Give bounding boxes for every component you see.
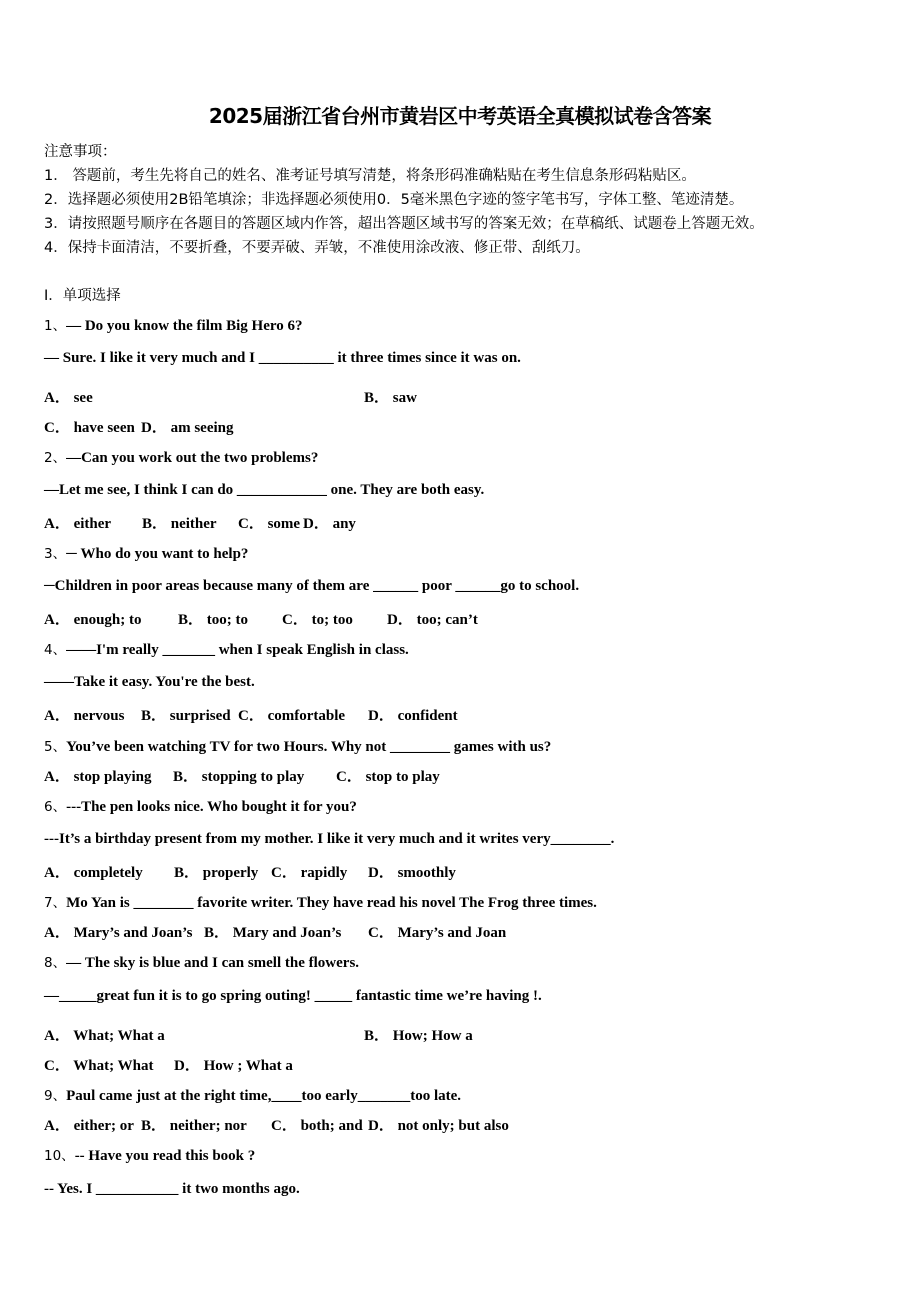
question-text: —Can you work out the two problems? — [66, 450, 319, 466]
option-b[interactable]: B． neither; nor — [141, 1118, 247, 1134]
question-text: Paul came just at the right time,____too early_______too late. — [66, 1088, 462, 1104]
notice-heading: 注意事项： — [44, 144, 117, 160]
option-b[interactable]: B． neither — [142, 516, 217, 532]
option-c[interactable]: C． Mary’s and Joan — [368, 925, 507, 941]
option-d[interactable]: D． not only; but also — [368, 1118, 509, 1134]
option-b[interactable]: B． Mary and Joan’s — [204, 925, 342, 941]
question-number: 9、 — [44, 1088, 67, 1104]
option-c[interactable]: C． some — [238, 516, 301, 532]
option-a[interactable]: A． nervous — [44, 708, 125, 724]
option-c[interactable]: C． stop to play — [336, 769, 440, 785]
question-number: 5、 — [44, 739, 67, 755]
question-text: ——I'm really _______ when I speak English in class. — [66, 642, 409, 658]
question-number: 6、 — [44, 799, 67, 815]
option-b[interactable]: B． stopping to play — [173, 769, 305, 785]
question-1-stem — [44, 314, 303, 335]
option-a[interactable]: A． Mary’s and Joan’s — [44, 925, 193, 941]
question-number: 10、 — [44, 1148, 75, 1164]
notice-item: 3．请按照题号顺序在各题目的答题区域内作答，超出答题区域书写的答案无效；在草稿纸、试题卷上答题无效。 — [44, 216, 764, 232]
option-a[interactable]: A． either — [44, 516, 112, 532]
option-a[interactable]: A． completely — [44, 865, 143, 881]
question-text: You’ve been watching TV for two Hours. Why not ________ games with us? — [66, 739, 552, 755]
question-text: -- Have you read this book ? — [74, 1148, 256, 1164]
question-text: ─ Who do you want to help? — [66, 546, 249, 562]
question-number: 2、 — [44, 450, 67, 466]
option-b[interactable]: B． surprised — [141, 708, 231, 724]
question-4-line: ——Take it easy. You're the best. — [44, 674, 255, 690]
notice-item: 4．保持卡面清洁，不要折叠，不要弄破、弄皱，不准使用涂改液、修正带、刮纸刀。 — [44, 240, 590, 256]
option-d[interactable]: D． any — [303, 516, 356, 532]
question-text: — The sky is blue and I can smell the flowers. — [66, 955, 360, 971]
question-7-stem — [44, 891, 597, 912]
question-number: 8、 — [44, 955, 67, 971]
option-c[interactable]: C． comfortable — [238, 708, 346, 724]
question-2-line: —Let me see, I think I can do ____________ one. They are both easy. — [44, 482, 485, 498]
question-number: 1、 — [44, 318, 67, 334]
question-5-stem — [44, 735, 551, 756]
option-a[interactable]: A． either; or — [44, 1118, 134, 1134]
question-text: Mo Yan is ________ favorite writer. They have read his novel The Frog three times. — [66, 895, 597, 911]
option-b[interactable]: B． saw — [364, 390, 417, 406]
notice-item: 1． 答题前，考生先将自己的姓名、准考证号填写清楚，将条形码准确粘贴在考生信息条形码粘贴区。 — [44, 168, 696, 184]
question-text: — Do you know the film Big Hero 6? — [66, 318, 303, 334]
question-number: 7、 — [44, 895, 67, 911]
question-number: 3、 — [44, 546, 67, 562]
question-1-line: — Sure. I like it very much and I __________ it three times since it was on. — [44, 350, 521, 366]
option-c[interactable]: C． have seen — [44, 420, 135, 436]
option-b[interactable]: B． too; to — [178, 612, 248, 628]
question-9-stem — [44, 1084, 461, 1105]
option-a[interactable]: A． enough; to — [44, 612, 142, 628]
option-b[interactable]: B． How; How a — [364, 1028, 473, 1044]
question-2-stem — [44, 446, 318, 467]
option-c[interactable]: C． both; and — [271, 1118, 363, 1134]
question-8-line: —_____great fun it is to go spring outing! _____ fantastic time we’re having !. — [44, 988, 542, 1004]
question-6-stem — [44, 795, 357, 816]
option-b[interactable]: B． properly — [174, 865, 259, 881]
question-number: 4、 — [44, 642, 67, 658]
option-c[interactable]: C． rapidly — [271, 865, 348, 881]
section-heading: Ⅰ．单项选择 — [44, 288, 121, 304]
question-3-stem — [44, 542, 248, 563]
question-3-line: ─Children in poor areas because many of them are ______ poor ______go to school. — [44, 578, 580, 594]
question-8-stem — [44, 951, 359, 972]
question-10-line: -- Yes. I ___________ it two months ago. — [44, 1181, 300, 1197]
question-text: ---The pen looks nice. Who bought it for you? — [66, 799, 357, 815]
option-d[interactable]: D． How ; What a — [174, 1058, 293, 1074]
option-c[interactable]: C． to; too — [282, 612, 353, 628]
question-4-stem — [44, 638, 409, 659]
option-a[interactable]: A． What; What a — [44, 1028, 165, 1044]
question-10-stem — [44, 1144, 255, 1165]
question-6-line: ---It’s a birthday present from my mother. I like it very much and it writes very________. — [44, 831, 615, 847]
option-d[interactable]: D． smoothly — [368, 865, 456, 881]
option-a[interactable]: A． see — [44, 390, 93, 406]
option-a[interactable]: A． stop playing — [44, 769, 152, 785]
option-d[interactable]: D． am seeing — [141, 420, 234, 436]
notice-item: 2．选择题必须使用2B铅笔填涂；非选择题必须使用0．5毫米黑色字迹的签字笔书写，字体工整、笔迹清楚。 — [44, 192, 744, 208]
option-d[interactable]: D． too; can’t — [387, 612, 478, 628]
option-d[interactable]: D． confident — [368, 708, 458, 724]
page-title: 2025届浙江省台州市黄岩区中考英语全真模拟试卷含答案 — [208, 104, 712, 128]
option-c[interactable]: C． What; What — [44, 1058, 154, 1074]
